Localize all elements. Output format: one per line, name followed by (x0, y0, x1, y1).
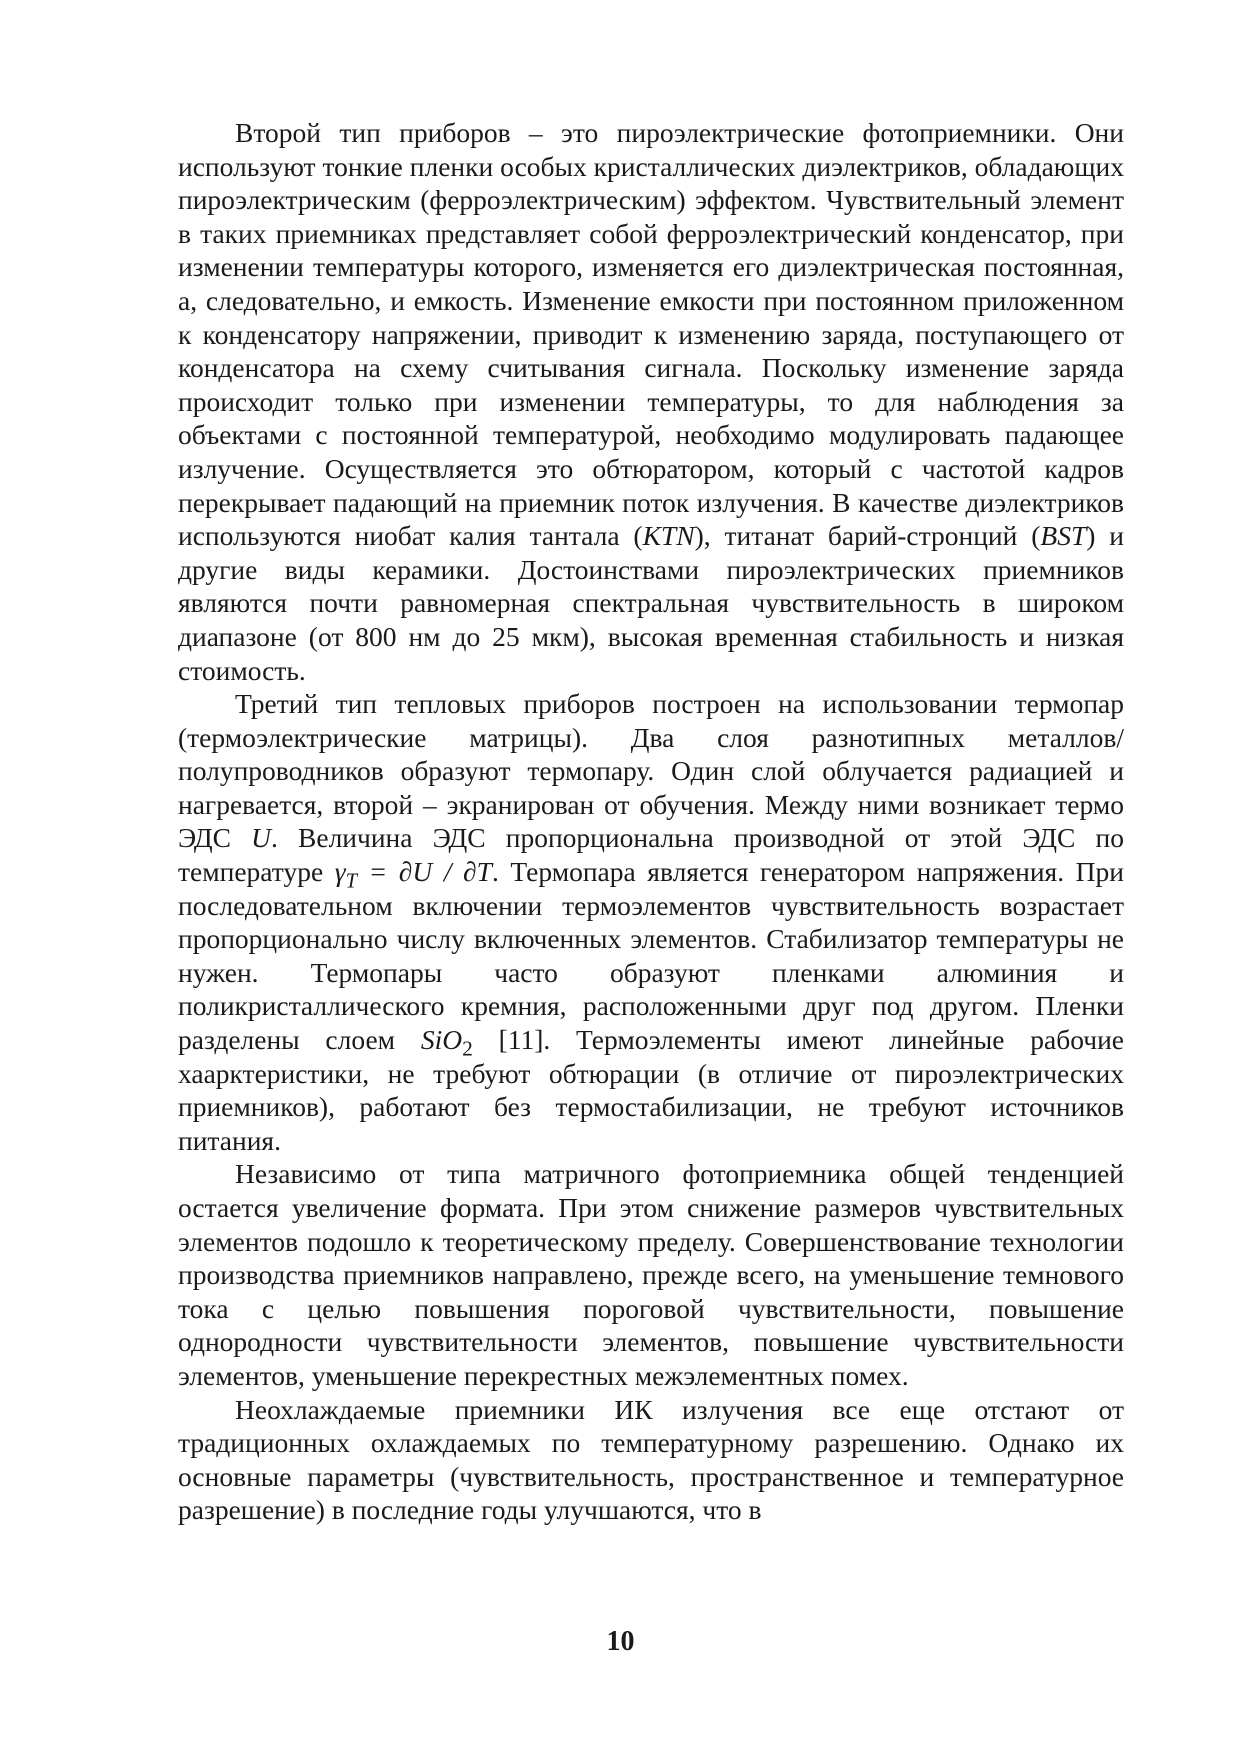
emf-symbol: U (251, 822, 271, 854)
sensitivity-formula (334, 856, 492, 893)
paragraph-pyroelectric (178, 116, 1124, 687)
formula-subscript: T (345, 870, 358, 893)
text-run: ), титанат барий-стронций ( (694, 520, 1041, 552)
sio-main: SiO (420, 1024, 463, 1056)
text-run: Второй тип приборов – это пироэлектрические фотоприемники. Они используют тонкие пленки особых кристаллических диэлектриков, обладающих пироэлектрическим (ферроэлектрическим) эффектом. Чувствительный элемент в таких приемниках представляет собой ферроэлектрический конденсатор, при изменении температуры которого, изменяется его диэлектрическая постоянная, а, следовательно, и емкость. Изменение емкости при постоянном приложенном к конденсатору напряжении, приводит к изменению заряда, поступающего от конденсатора на схему считывания сигнала. Поскольку изменение заряда происходит только при изменении температуры, то для наблюдения за объектами с постоянной температурой, необходимо модулировать падающее излучение. Осуществляется это обтюратором, который с частотой кадров перекрывает падающий на приемник поток излучения. В качестве диэлектриков используются ниобат калия тантала ( (178, 117, 1124, 552)
page-body (178, 116, 1124, 1527)
text-run: Третий тип тепловых приборов построен на использовании термопар (термоэлектрические матрицы). Два слоя разнотипных металлов/ полупроводников образуют термопару. Один слой облучается радиацией и нагревается, второй – экранирован от обучения. Между ними возникает термо ЭДС (178, 688, 1124, 854)
paragraph-thermocouple (178, 687, 1124, 1157)
text-run: ) и другие виды керамики. Достоинствами пироэлектрических приемников являются почти равномерная спектральная чувствительность в широком диапазоне (от 800 нм до 25 мкм), высокая временная стабильность и низкая стоимость. (178, 520, 1124, 686)
paragraph-trends: Независимо от типа матричного фотоприемника общей тенденцией остается увеличение формата. При этом снижение размеров чувствительных элементов подошло к теоретическому пределу. Совершенствование технологии производства приемников направлено, прежде всего, на уменьшение темнового тока с целью повышения пороговой чувствительности, повышение однородности чувствительности элементов, повышение чувствительности элементов, уменьшение перекрестных межэлементных помех. (178, 1158, 1124, 1391)
formula-gamma: γ (334, 856, 346, 888)
bst-abbreviation: BST (1040, 520, 1087, 552)
sio2-formula (420, 1024, 473, 1061)
sio-subscript: 2 (462, 1036, 473, 1061)
text-run: . Величина ЭДС пропорциональна производной от этой ЭДС по температуре (178, 822, 1124, 888)
paragraph-uncooled: Неохлаждаемые приемники ИК излучения все еще отстают от традиционных охлаждаемых по температурному разрешению. Однако их основные параметры (чувствительность, пространственное и температурное разрешение) в последние годы улучшаются, что в (178, 1393, 1124, 1526)
page-number: 10 (606, 1626, 635, 1657)
ktn-abbreviation: KTN (642, 520, 695, 552)
formula-expression: = ∂U / ∂T (357, 856, 492, 888)
text-run: . Термопара является генератором напряжения. При последовательном включении термоэлементов чувствительность возрастает пропорционально числу включенных элементов. Стабилизатор температуры не нужен. Термопары часто образуют пленками алюминия и поликристаллического кремния, расположенными друг под другом. Пленки разделены слоем (178, 856, 1124, 1056)
text-run: [11]. Термоэлементы имеют линейные рабочие хаарктеристики, не требуют обтюрации (в отличие от пироэлектрических приемников), работают без термостабилизации, не требуют источников питания. (178, 1024, 1124, 1156)
